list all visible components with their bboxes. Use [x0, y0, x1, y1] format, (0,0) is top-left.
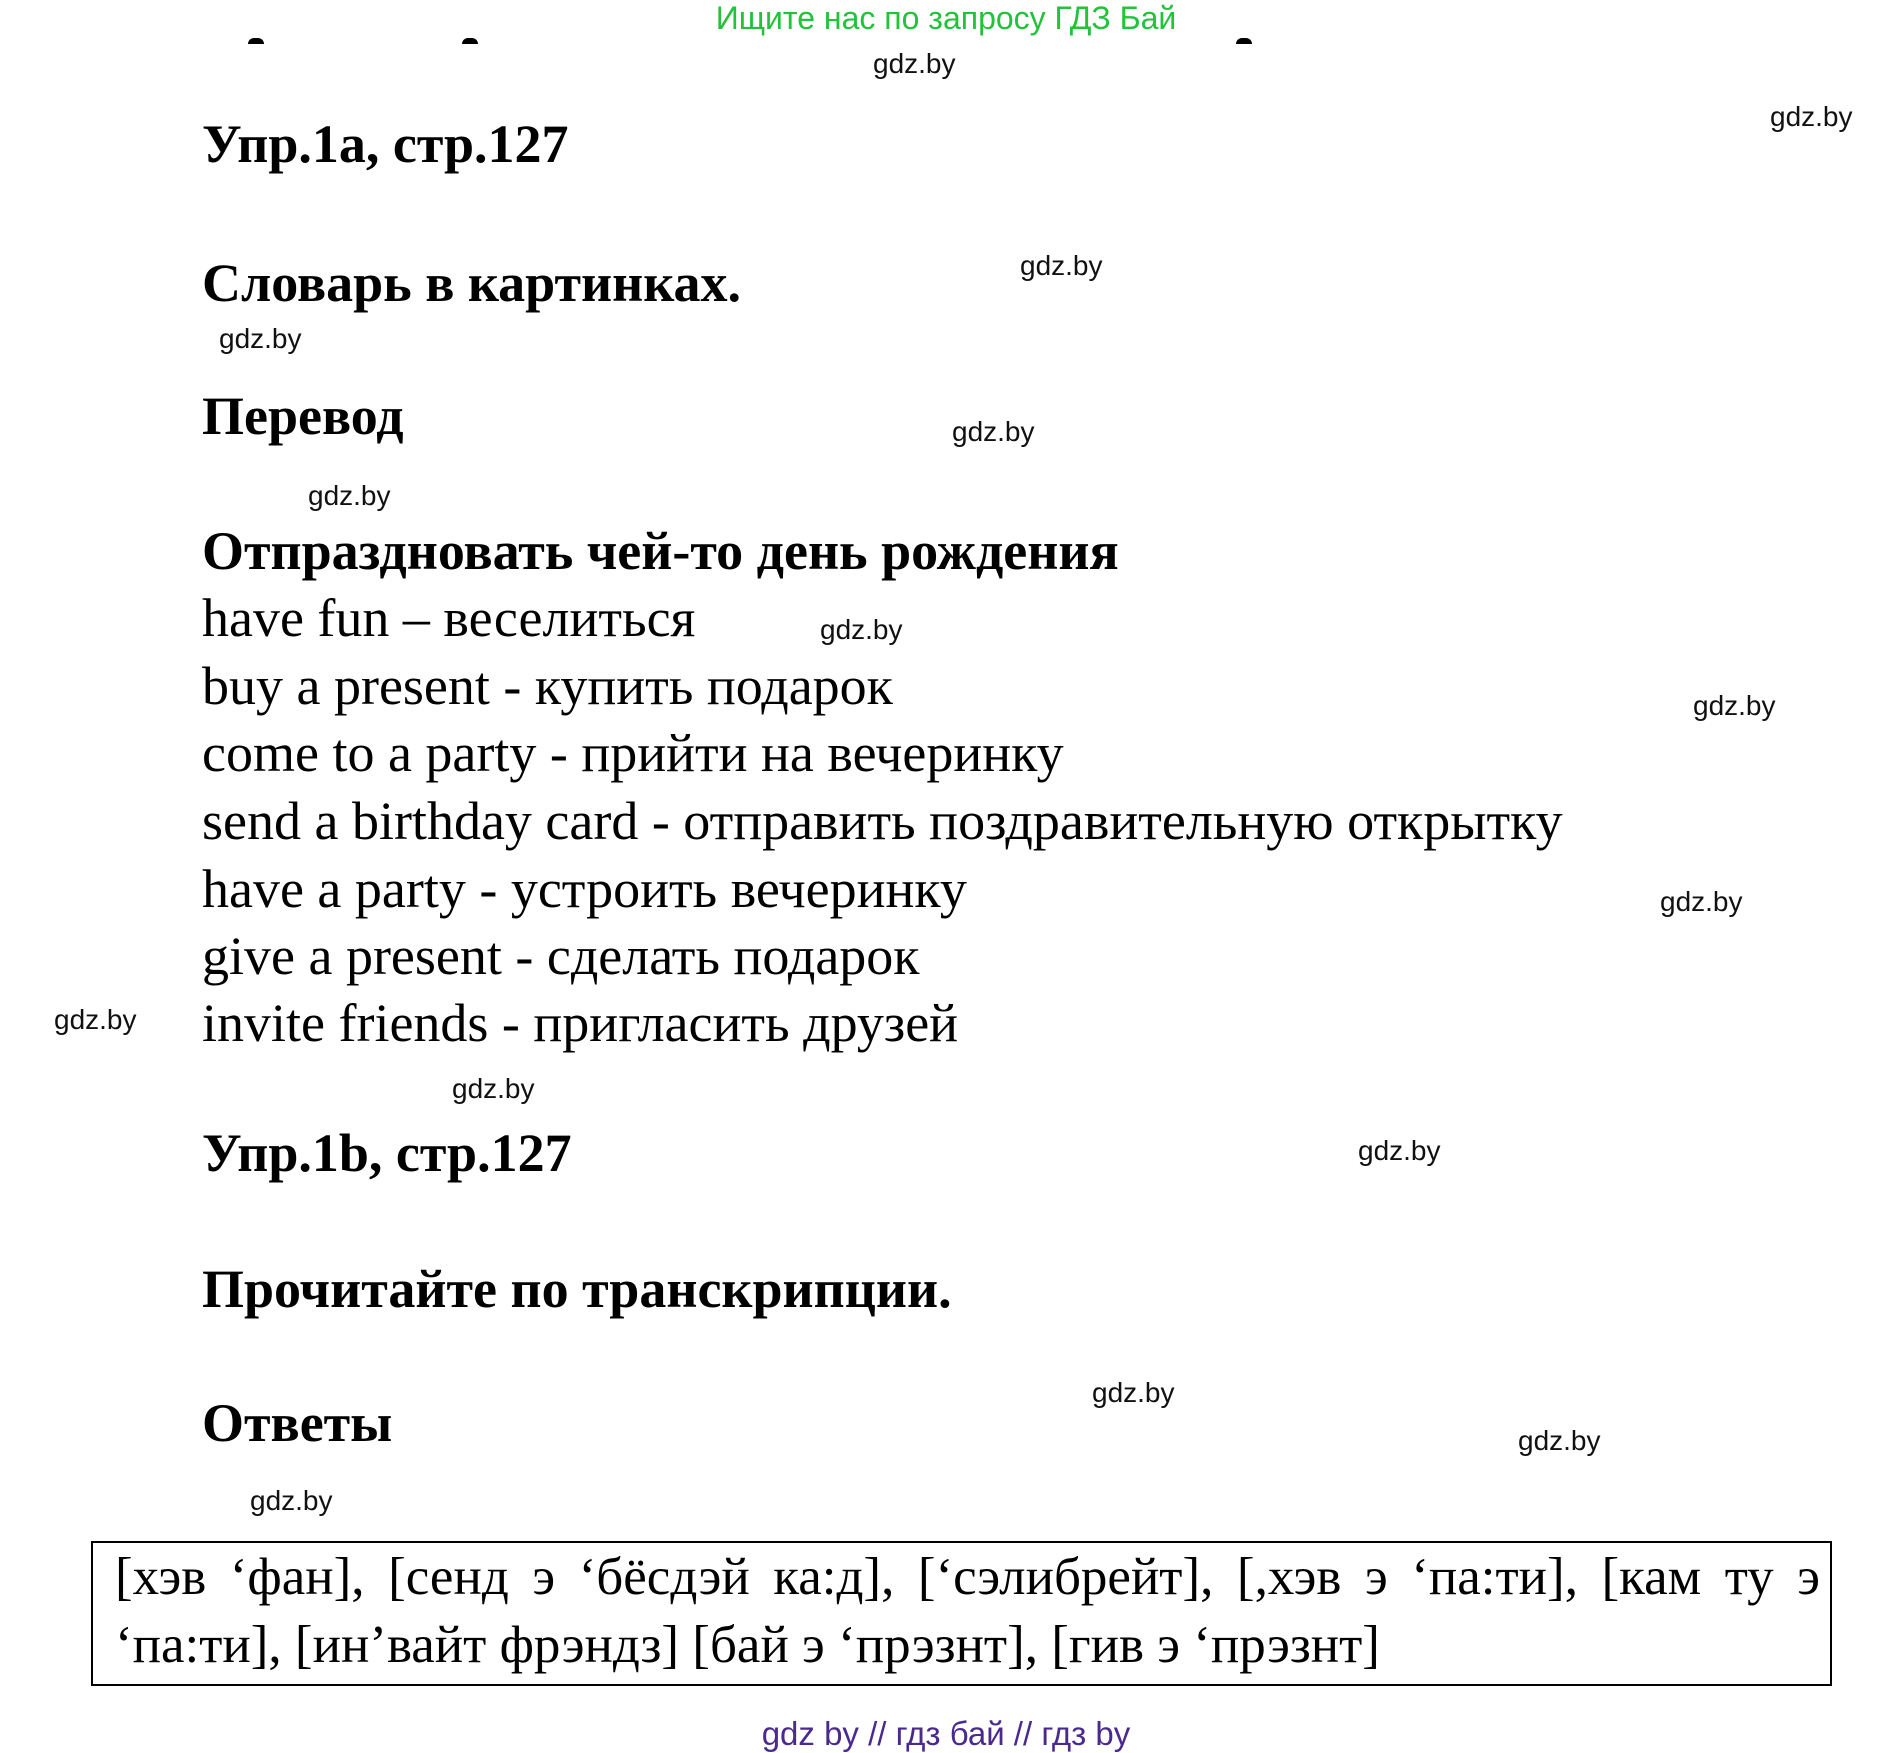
watermark: gdz.by: [1518, 1425, 1601, 1456]
exercise-1a-title: Упр.1а, стр.127: [202, 114, 569, 174]
vocab-item: invite friends - пригласить друзей: [202, 993, 959, 1053]
search-banner: Ищите нас по запросу ГДЗ Бай: [715, 0, 1177, 36]
vocab-item: send a birthday card - отправить поздравительную открытку: [202, 791, 1563, 851]
watermark: gdz.by: [308, 480, 391, 511]
cropped-mark: [1236, 38, 1252, 44]
watermark: gdz.by: [1020, 250, 1103, 281]
watermark: gdz.by: [820, 614, 903, 645]
watermark: gdz.by: [1693, 690, 1776, 721]
cropped-mark: [248, 38, 264, 44]
watermark: gdz.by: [1358, 1135, 1441, 1166]
watermark: gdz.by: [219, 323, 302, 354]
exercise-1b-title: Упр.1b, стр.127: [202, 1123, 572, 1183]
exercise-1b-instruction: Прочитайте по транскрипции.: [202, 1259, 952, 1319]
vocab-item: give a present - сделать подарок: [202, 926, 920, 986]
watermark: gdz.by: [1770, 101, 1853, 132]
translation-label: Перевод: [202, 386, 404, 446]
cropped-mark: [462, 38, 478, 44]
phrase-heading: Отпраздновать чей-то день рождения: [202, 521, 1119, 581]
watermark: gdz.by: [873, 48, 956, 79]
watermark: gdz.by: [452, 1073, 535, 1104]
watermark: gdz.by: [952, 416, 1035, 447]
answer-box: [91, 1541, 1832, 1686]
watermark: gdz.by: [1660, 886, 1743, 917]
vocab-item: have a party - устроить вечеринку: [202, 859, 967, 919]
watermark: gdz.by: [1092, 1377, 1175, 1408]
watermark: gdz.by: [54, 1004, 137, 1035]
vocab-item: buy a present - купить подарок: [202, 656, 893, 716]
vocab-item: have fun – веселиться: [202, 588, 696, 648]
answer-text: [хэв ‘фан], [сенд э ‘бёсдэй ка:д], [‘сэлибрейт], [,хэв э ‘па:ти], [кам ту э ‘па:ти], [ин’вайт фрэндз] [бай э ‘прэзнт], [гив э ‘прэзнт]: [115, 1548, 1820, 1674]
exercise-1a-subtitle: Словарь в картинках.: [202, 253, 742, 313]
answers-label: Ответы: [202, 1393, 393, 1453]
watermark: gdz.by: [250, 1485, 333, 1516]
footer-links: gdz by // гдз бай // гдз by: [761, 1715, 1131, 1752]
vocab-item: come to a party - прийти на вечеринку: [202, 723, 1064, 783]
